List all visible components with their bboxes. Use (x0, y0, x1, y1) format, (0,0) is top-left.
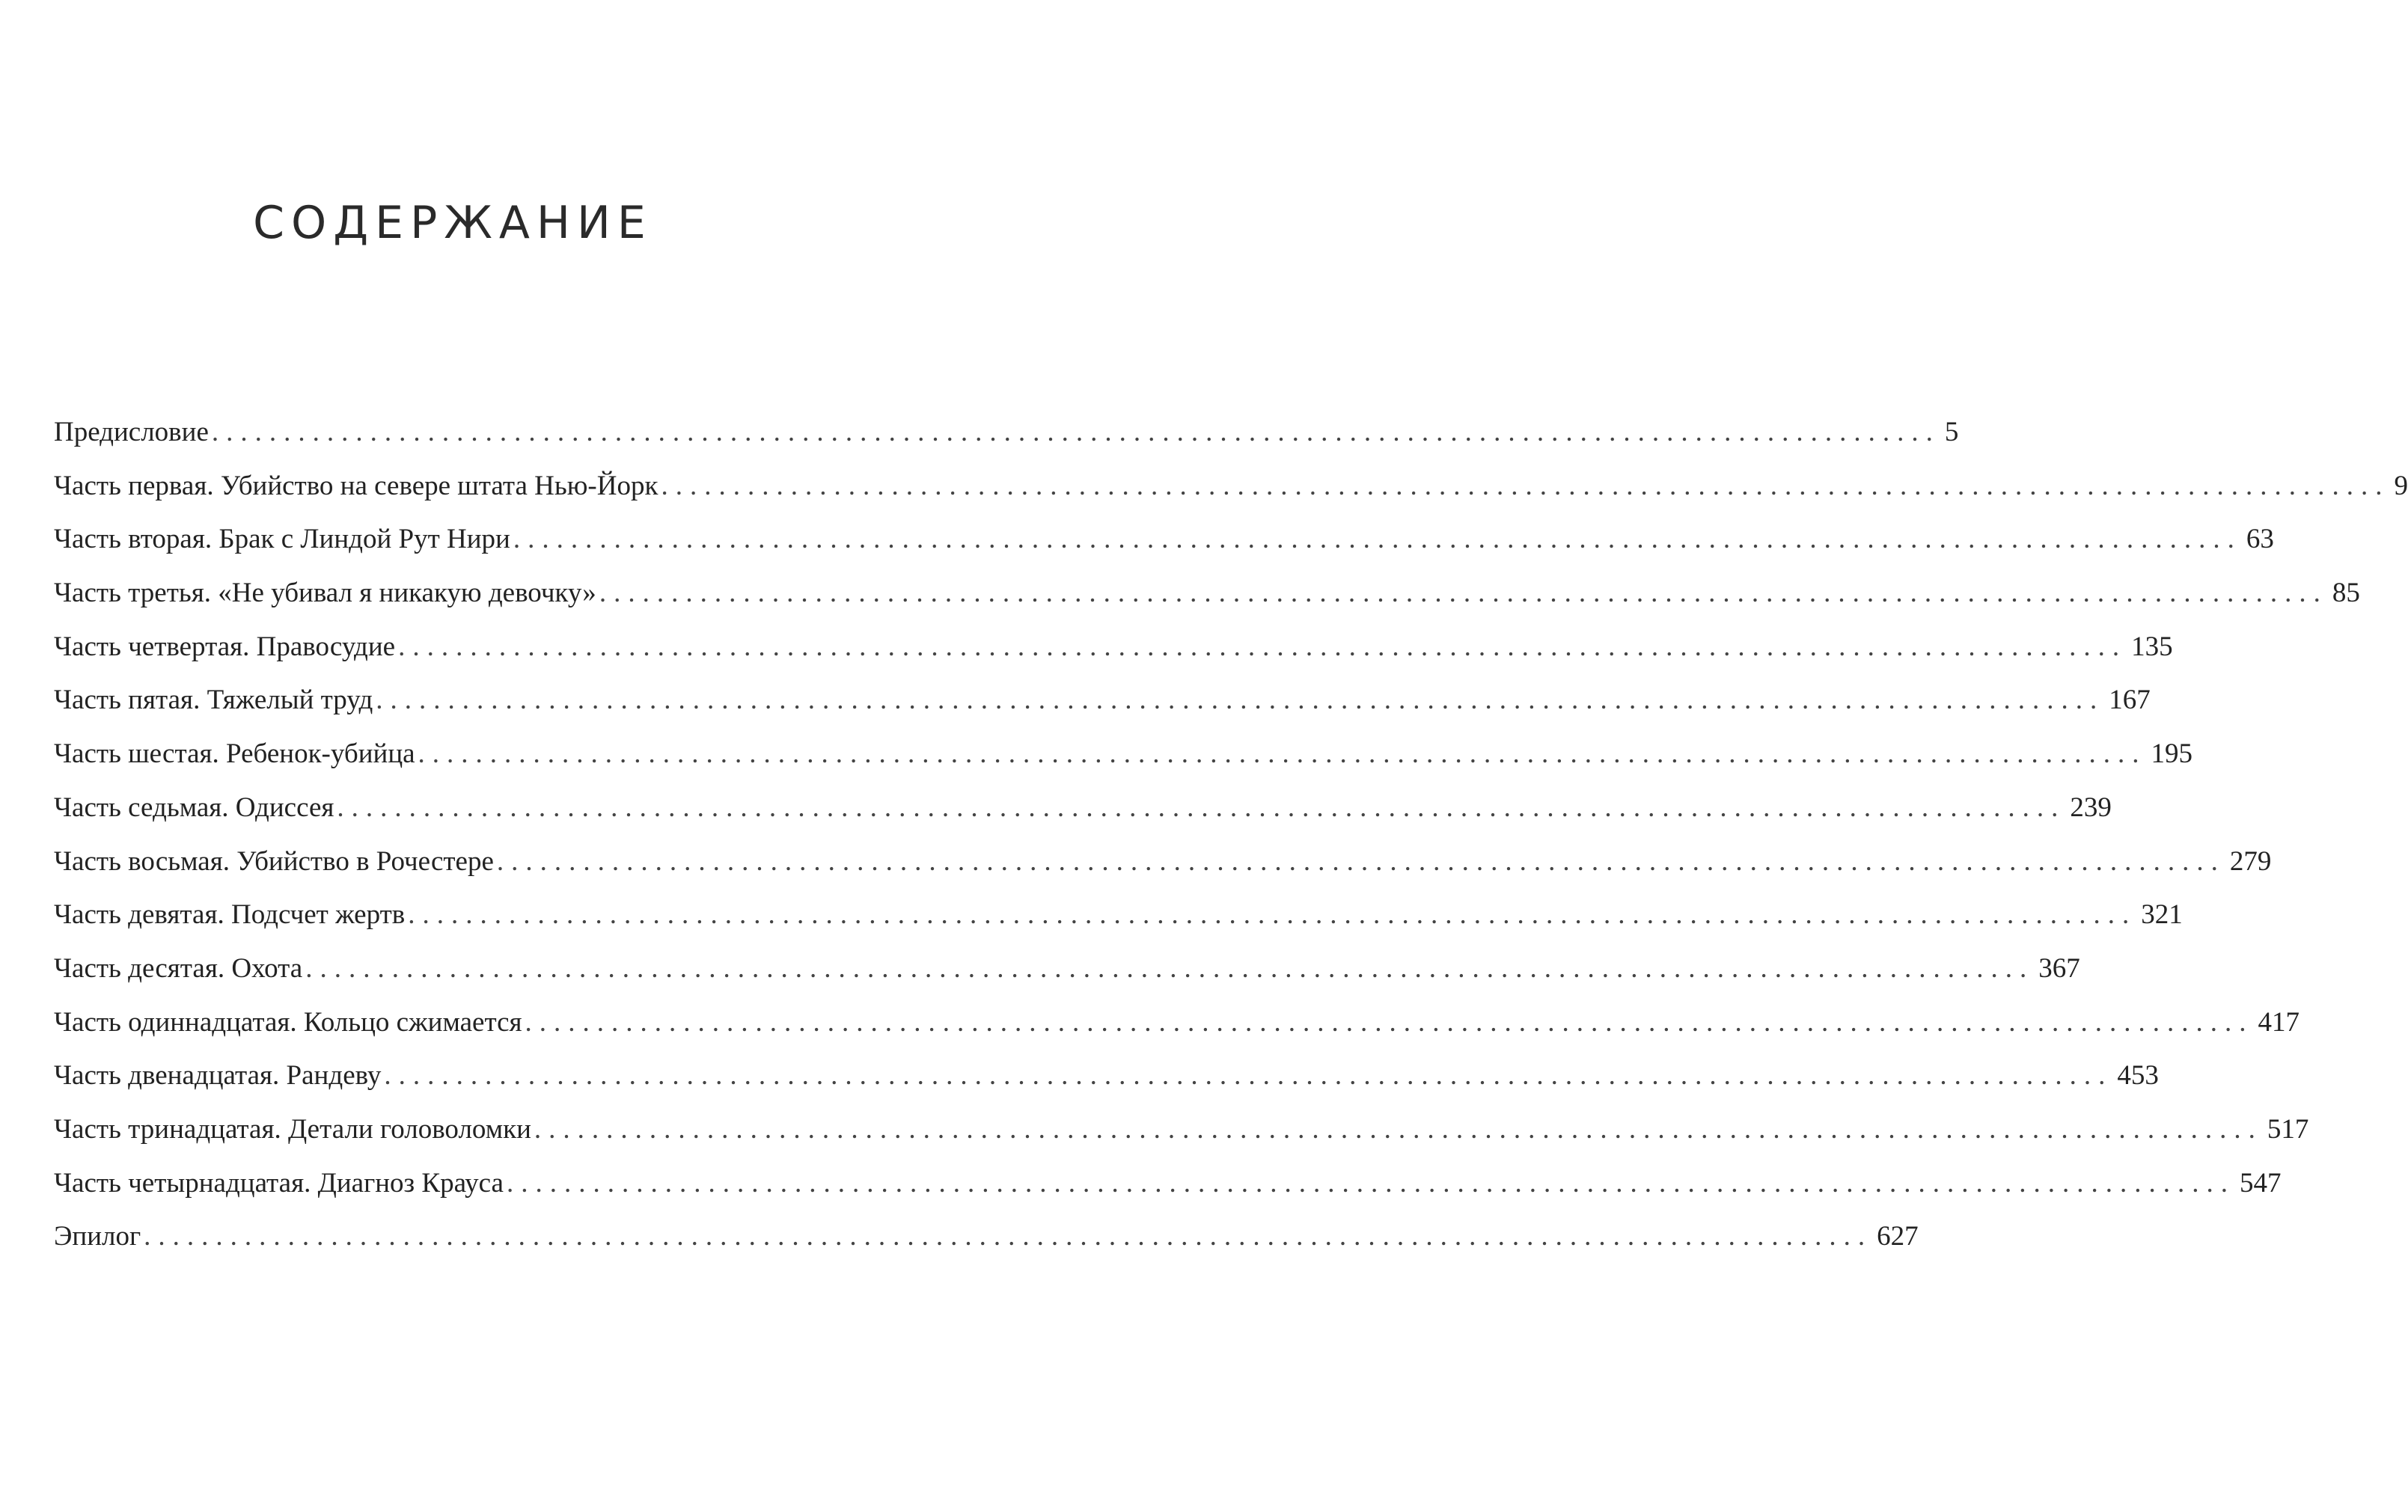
toc-entry-title: Часть четвертая. Правосудие (54, 631, 396, 662)
toc-page-number: 279 (2229, 845, 2272, 877)
toc-page-number: 167 (2109, 685, 2151, 716)
dot-leader: ........................................................................................................................ (398, 631, 2127, 662)
toc-entry-title: Часть восьмая. Убийство в Рочестере (54, 845, 494, 877)
toc-entry (54, 1167, 2282, 1221)
dot-leader: ........................................................................................................................ (513, 524, 2242, 555)
toc-page-number: 195 (2151, 738, 2193, 770)
toc-entry (54, 738, 2193, 792)
toc-entry (54, 1059, 2159, 1113)
toc-entry (54, 952, 2080, 1006)
toc-entry (54, 631, 2173, 685)
dot-leader: ........................................................................................................................ (496, 845, 2225, 877)
toc-entry (54, 470, 2408, 524)
toc-entry-title: Часть первая. Убийство на севере штата Нью-Йорк (54, 470, 658, 501)
page-title: СОДЕРЖАНИЕ (253, 197, 653, 249)
dot-leader: ........................................................................................................................ (144, 1221, 1873, 1252)
toc-entry-title: Часть седьмая. Одиссея (54, 792, 334, 823)
toc-page-number: 135 (2131, 631, 2173, 662)
toc-page-number: 63 (2246, 524, 2274, 555)
dot-leader: ........................................................................................................................ (534, 1113, 2263, 1145)
toc-entry-title: Часть пятая. Тяжелый труд (54, 685, 373, 716)
toc-entry (54, 523, 2274, 577)
toc-entry-title: Часть третья. «Не убивал я никакую девочку» (54, 578, 596, 609)
toc-entry (54, 899, 2183, 952)
toc-entry (54, 1006, 2300, 1060)
toc-page-number: 417 (2258, 1006, 2300, 1038)
toc-page-number: 5 (1944, 417, 1959, 447)
dot-leader: ........................................................................................................................ (376, 685, 2105, 716)
toc-page-number: 9 (2394, 470, 2408, 501)
dot-leader: ........................................................................................................................ (337, 792, 2066, 823)
dot-leader: ........................................................................................................................ (418, 738, 2147, 770)
toc-page-number: 321 (2141, 899, 2183, 931)
toc-entry (54, 1220, 1919, 1274)
toc-entry-title: Часть вторая. Брак с Линдой Рут Нири (54, 524, 510, 555)
toc-entry-title: Часть одиннадцатая. Кольцо сжимается (54, 1006, 522, 1038)
toc-entry-title: Часть шестая. Ребенок-убийца (54, 738, 415, 770)
toc-entry-title: Часть тринадцатая. Детали головоломки (54, 1113, 531, 1145)
toc-entry (54, 1113, 2309, 1167)
toc-entry-title: Часть десятая. Охота (54, 952, 303, 984)
toc-entry-title: Часть двенадцатая. Рандеву (54, 1060, 382, 1092)
toc-page-number: 85 (2332, 578, 2360, 609)
dot-leader: ........................................................................................................................ (384, 1060, 2113, 1092)
toc-entry (54, 792, 2112, 845)
dot-leader: ........................................................................................................................ (408, 899, 2137, 931)
toc-entry (54, 845, 2272, 899)
toc-page-number: 453 (2117, 1060, 2159, 1092)
toc-page-number: 627 (1877, 1221, 1919, 1252)
dot-leader: ........................................................................................................................ (211, 417, 1940, 447)
toc-entry (54, 684, 2151, 738)
table-of-contents (54, 416, 2408, 1274)
dot-leader: ........................................................................................................................ (525, 1006, 2254, 1038)
dot-leader: ........................................................................................................................ (506, 1167, 2235, 1199)
dot-leader: ........................................................................................................................ (305, 952, 2035, 984)
toc-entry-title: Предисловие (54, 417, 209, 447)
toc-page-number: 517 (2267, 1113, 2309, 1145)
toc-entry-title: Часть четырнадцатая. Диагноз Крауса (54, 1167, 504, 1199)
toc-page-number: 367 (2038, 952, 2080, 984)
toc-page-number: 547 (2239, 1167, 2282, 1199)
toc-entry-title: Часть девятая. Подсчет жертв (54, 899, 406, 931)
dot-leader: ........................................................................................................................ (599, 578, 2328, 609)
toc-entry (54, 577, 2360, 631)
dot-leader: ........................................................................................................................ (661, 470, 2390, 501)
toc-page-number: 239 (2070, 792, 2112, 823)
toc-entry-title: Эпилог (54, 1221, 141, 1252)
toc-entry (54, 416, 1959, 470)
